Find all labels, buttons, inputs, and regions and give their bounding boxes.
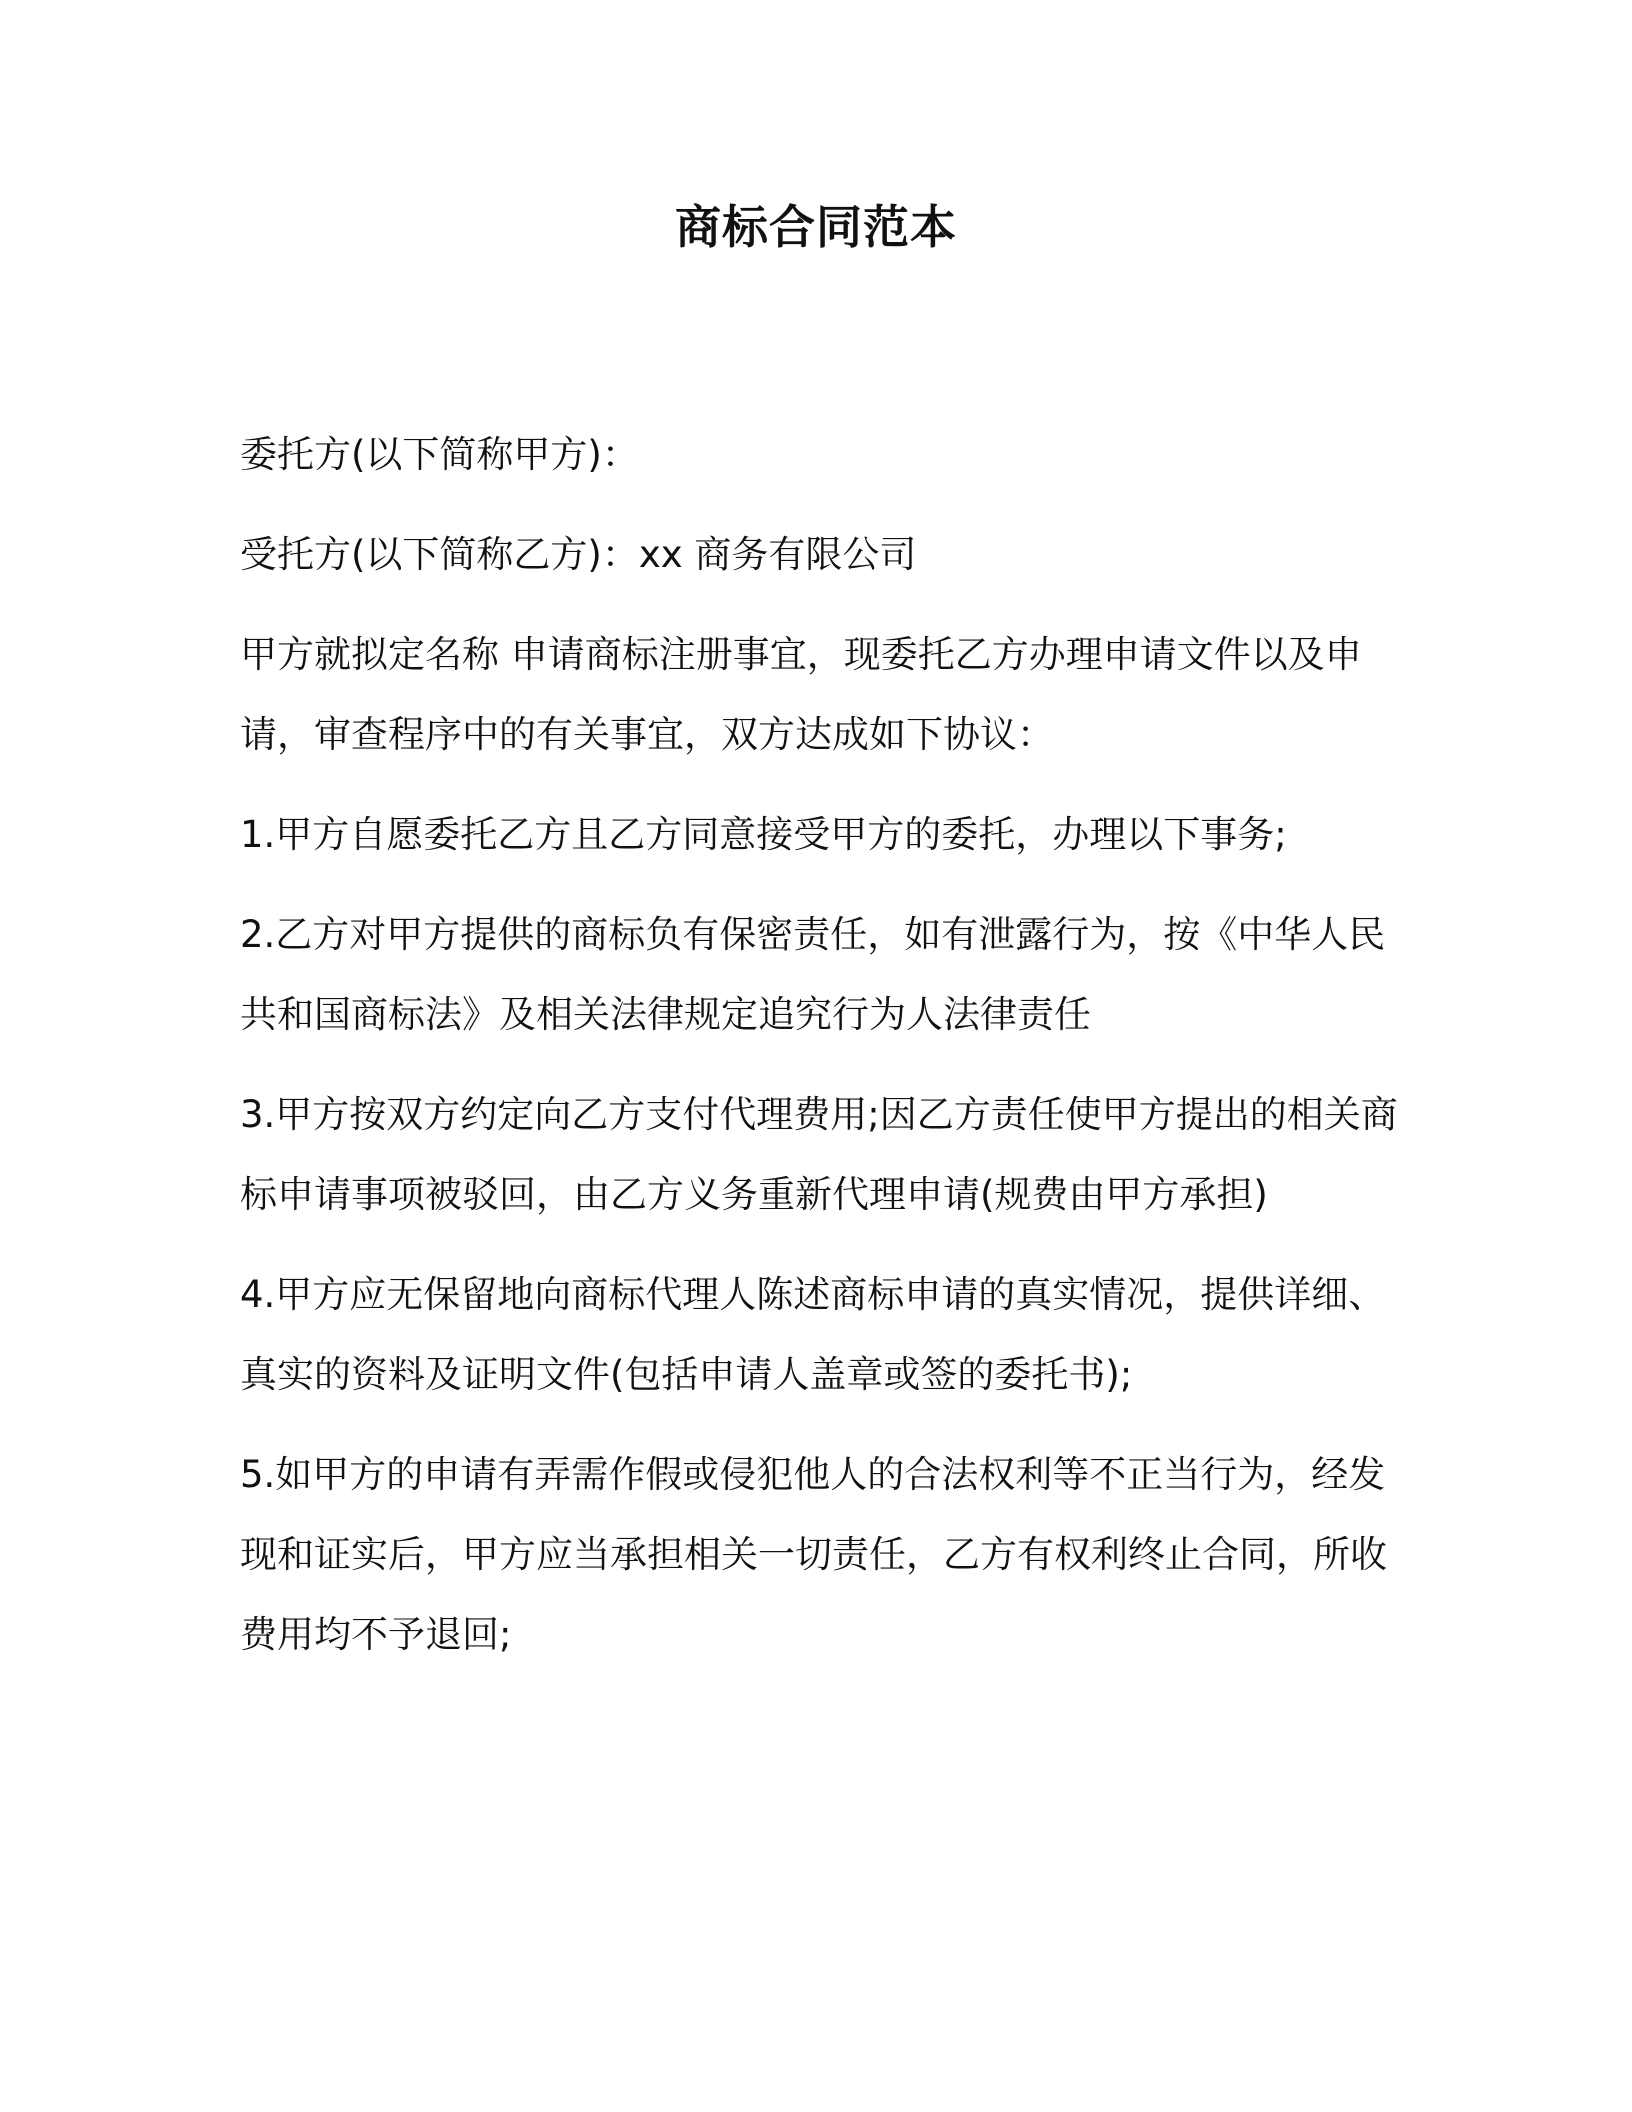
paragraph-principal: 委托方(以下简称甲方)： <box>240 433 639 476</box>
paragraph-intro: 甲方就拟定名称 申请商标注册事宜，现委托乙方办理申请文件以及申请，审查程序中的有关事宜，双方达成如下协议： <box>240 633 1362 756</box>
paragraph-clause-2: 2.乙方对甲方提供的商标负有保密责任，如有泄露行为，按《中华人民共和国商标法》及相关法律规定追究行为人法律责任 <box>240 913 1386 1036</box>
paragraph-clause-1: 1.甲方自愿委托乙方且乙方同意接受甲方的委托，办理以下事务; <box>240 813 1287 856</box>
paragraph-clause-3: 3.甲方按双方约定向乙方支付代理费用;因乙方责任使甲方提出的相关商标申请事项被驳回，由乙方义务重新代理申请(规费由甲方承担) <box>240 1093 1398 1216</box>
paragraph-clause-4: 4.甲方应无保留地向商标代理人陈述商标申请的真实情况，提供详细、真实的资料及证明文件(包括申请人盖章或签的委托书); <box>240 1273 1386 1396</box>
document-body <box>240 415 1400 1695</box>
document-title: 商标合同范本 <box>675 200 957 254</box>
paragraph-clause-5: 5.如甲方的申请有弄需作假或侵犯他人的合法权利等不正当行为，经发现和证实后，甲方应当承担相关一切责任，乙方有权利终止合同，所收费用均不予退回; <box>240 1453 1387 1656</box>
paragraph-agent: 受托方(以下简称乙方)：xx 商务有限公司 <box>240 533 917 576</box>
